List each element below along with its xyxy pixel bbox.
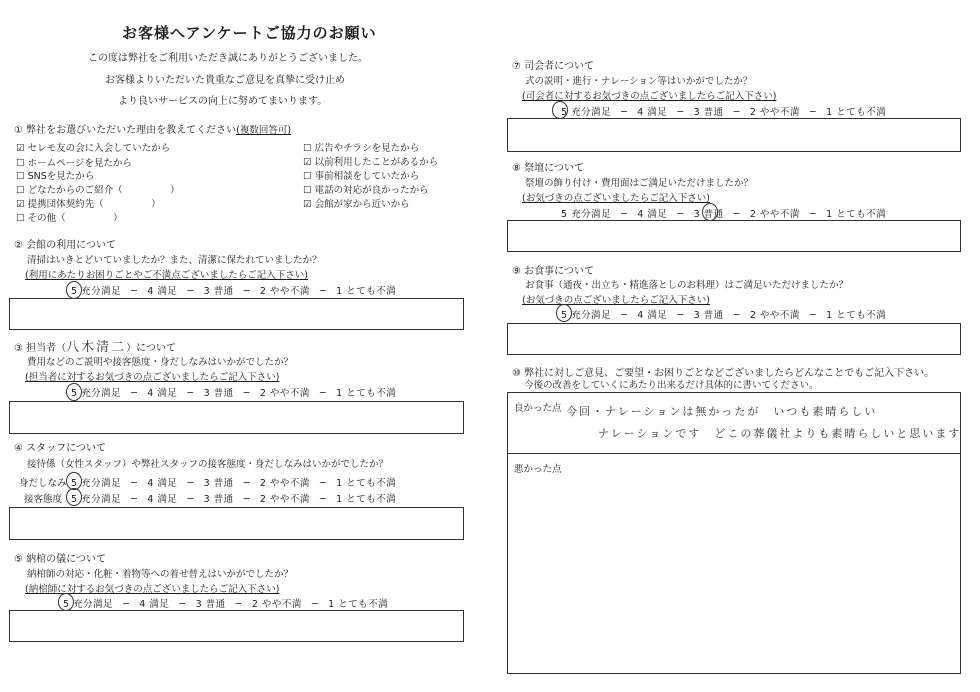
survey-title: お客様へアンケートご協力のお願い <box>122 24 377 42</box>
q1-option[interactable] <box>303 140 419 154</box>
q5-note: (納棺師に対するお気づきの点ございましたらご記入下さい) <box>25 584 280 595</box>
q10-bad-label: 悪かった点 <box>514 464 562 475</box>
checkbox-icon[interactable]: ☐ <box>303 171 312 182</box>
q8-title: ⑧ 祭壇について <box>512 163 584 174</box>
checkbox-icon[interactable]: ☐ <box>16 213 25 224</box>
q4-comment-box[interactable] <box>9 507 464 540</box>
q3-handwritten-name[interactable]: 八木清二 <box>66 340 127 355</box>
q8-question: 祭壇の飾り付け・費用面はご満足いただけましたか？ <box>525 178 754 189</box>
q5-title: ⑤ 納棺の儀について <box>14 554 106 565</box>
q2-rating-scale[interactable]: 5 充分満足 ─ 4 満足 ─ 3 普通 ─ 2 やや不満 ─ 1 とても不満 <box>71 286 397 297</box>
checkbox-icon[interactable]: ☐ <box>16 158 25 169</box>
q1-option-label: 提携団体契約先（ ） <box>27 199 161 210</box>
q1-option[interactable] <box>16 196 161 210</box>
q10-answer-box[interactable] <box>507 392 961 674</box>
checkbox-checked-icon[interactable]: ☑ <box>303 157 312 168</box>
q3-question: 費用などのご説明や接客態度・身だしなみはいかがでしたか？ <box>27 357 294 368</box>
q1-title-text: ① 弊社をお選びいただいた理由を教えてください <box>14 125 237 136</box>
q1-option[interactable] <box>16 155 132 169</box>
q1-option-label: 以前利用したことがあるから <box>314 157 439 168</box>
checkbox-icon[interactable]: ☐ <box>303 185 312 196</box>
q1-option-label: どなたからのご紹介（ ） <box>27 185 180 196</box>
q2-title: ② 会館の利用について <box>14 240 116 251</box>
intro-line-1: この度は弊社をご利用いただき誠にありがとうございました。 <box>88 53 368 64</box>
q2-note: (利用にあたりお困りごとやご不満点ございましたらご記入下さい) <box>25 270 308 281</box>
q7-comment-box[interactable] <box>507 118 961 152</box>
checkbox-icon[interactable]: ☐ <box>16 185 25 196</box>
q1-option[interactable] <box>303 154 438 168</box>
q9-comment-box[interactable] <box>507 323 961 355</box>
intro-line-2: お客様よりいただいた貴重なご意見を真摯に受け止め <box>105 75 345 86</box>
q1-option-label: その他（ ） <box>27 213 123 224</box>
q7-rating-scale[interactable]: 5 充分満足 ─ 4 満足 ─ 3 普通 ─ 2 やや不満 ─ 1 とても不満 <box>561 107 887 118</box>
q1-option-label: SNSを見たから <box>27 171 95 182</box>
q10-divider <box>508 453 960 454</box>
q1-option[interactable] <box>303 168 419 182</box>
q7-note: (司会者に対するお気づきの点ございましたらご記入下さい) <box>522 91 777 102</box>
q10-good-text-line1[interactable]: 今回・ナレーションは無かったが いつも素晴らしい <box>566 405 878 418</box>
q10-question: 今後の改善をしていくにあたり出来るだけ具体的に書いてください。 <box>524 380 819 391</box>
q1-option[interactable] <box>303 196 410 210</box>
q3-note: (担当者に対するお気づきの点ございましたらご記入下さい) <box>25 372 280 383</box>
q8-rating-scale[interactable]: 5 充分満足 ─ 4 満足 ─ 3 普通 ─ 2 やや不満 ─ 1 とても不満 <box>561 209 887 220</box>
q10-title: ⑩ 弊社に対しご意見、ご要望・お困りごとなどございましたらどんなことでもご記入下さい。 <box>512 368 935 379</box>
q1-option-label: 電話の対応が良かったから <box>314 185 429 196</box>
q1-option-label: 広告やチラシを見たから <box>314 143 420 154</box>
q9-rating-scale[interactable]: 5 充分満足 ─ 4 満足 ─ 3 普通 ─ 2 やや不満 ─ 1 とても不満 <box>561 310 887 321</box>
q4-question: 接待係（女性スタッフ）や弊社スタッフの接客態度・身だしなみはいかがでしたか？ <box>27 459 389 470</box>
q1-option-label: 会館が家から近いから <box>314 199 410 210</box>
q10-good-label: 良かった点 <box>514 403 562 414</box>
q2-question: 清掃はいきとどいていましたか？また、清潔に保たれていましたか？ <box>27 255 322 266</box>
q5-rating-scale[interactable]: 5 充分満足 ─ 4 満足 ─ 3 普通 ─ 2 やや不満 ─ 1 とても不満 <box>63 599 389 610</box>
q3-title-prefix: ③ 担当者（ <box>14 343 67 354</box>
intro-line-3: より良いサービスの向上に努めてまいります。 <box>118 96 328 107</box>
q8-comment-box[interactable] <box>507 220 961 252</box>
checkbox-checked-icon[interactable]: ☑ <box>16 199 25 210</box>
checkbox-checked-icon[interactable]: ☑ <box>16 143 25 154</box>
q9-title: ⑨ お食事について <box>512 266 594 277</box>
checkbox-icon[interactable]: ☐ <box>16 171 25 182</box>
q9-question: お食事（通夜・出立ち・精進落としのお料理）はご満足いただけましたか？ <box>525 280 849 291</box>
q3-comment-box[interactable] <box>9 401 464 434</box>
q4-title: ④ スタッフについて <box>14 443 106 454</box>
q8-note: (お気づきの点ございましたらご記入下さい) <box>522 193 710 204</box>
q3-rating-scale[interactable]: 5 充分満足 ─ 4 満足 ─ 3 普通 ─ 2 やや不満 ─ 1 とても不満 <box>71 388 397 399</box>
q4-row2-label: 接客態度 <box>24 494 63 505</box>
q2-comment-box[interactable] <box>9 298 464 330</box>
q1-note: (複数回答可) <box>236 125 292 136</box>
q10-good-text-line2[interactable]: ナレーションです どこの葬儀社よりも素晴らしいと思います <box>598 427 962 440</box>
q1-option-label: ホームページを見たから <box>27 158 132 169</box>
q1-option[interactable] <box>16 210 123 224</box>
q1-option[interactable] <box>16 168 94 182</box>
q9-note: (お気づきの点ございましたらご記入下さい) <box>522 295 710 306</box>
checkbox-checked-icon[interactable]: ☑ <box>303 199 312 210</box>
q4-row2-rating-scale[interactable]: 5 充分満足 ─ 4 満足 ─ 3 普通 ─ 2 やや不満 ─ 1 とても不満 <box>71 494 397 505</box>
checkbox-icon[interactable]: ☐ <box>303 143 312 154</box>
q5-comment-box[interactable] <box>9 610 464 642</box>
q1-option[interactable] <box>16 182 180 196</box>
q1-option[interactable] <box>16 140 170 154</box>
q7-question: 式の説明・進行・ナレーション等はいかがでしたか？ <box>525 76 753 87</box>
q3-title-suffix: ）について <box>126 343 176 354</box>
q5-question: 納棺師の対応・化粧・着物等への着せ替えはいかがでしたか？ <box>27 569 294 580</box>
q1-title <box>14 121 291 136</box>
q1-option[interactable] <box>303 182 429 196</box>
q7-title: ⑦ 司会者について <box>512 61 594 72</box>
q4-row1-label: 身だしなみ <box>19 478 67 489</box>
q4-row1-rating-scale[interactable]: 5 充分満足 ─ 4 満足 ─ 3 普通 ─ 2 やや不満 ─ 1 とても不満 <box>71 478 397 489</box>
q1-option-label: 事前相談をしていたから <box>314 171 420 182</box>
q3-title <box>14 336 176 355</box>
q1-option-label: セレモ友の会に入会していたから <box>27 143 171 154</box>
